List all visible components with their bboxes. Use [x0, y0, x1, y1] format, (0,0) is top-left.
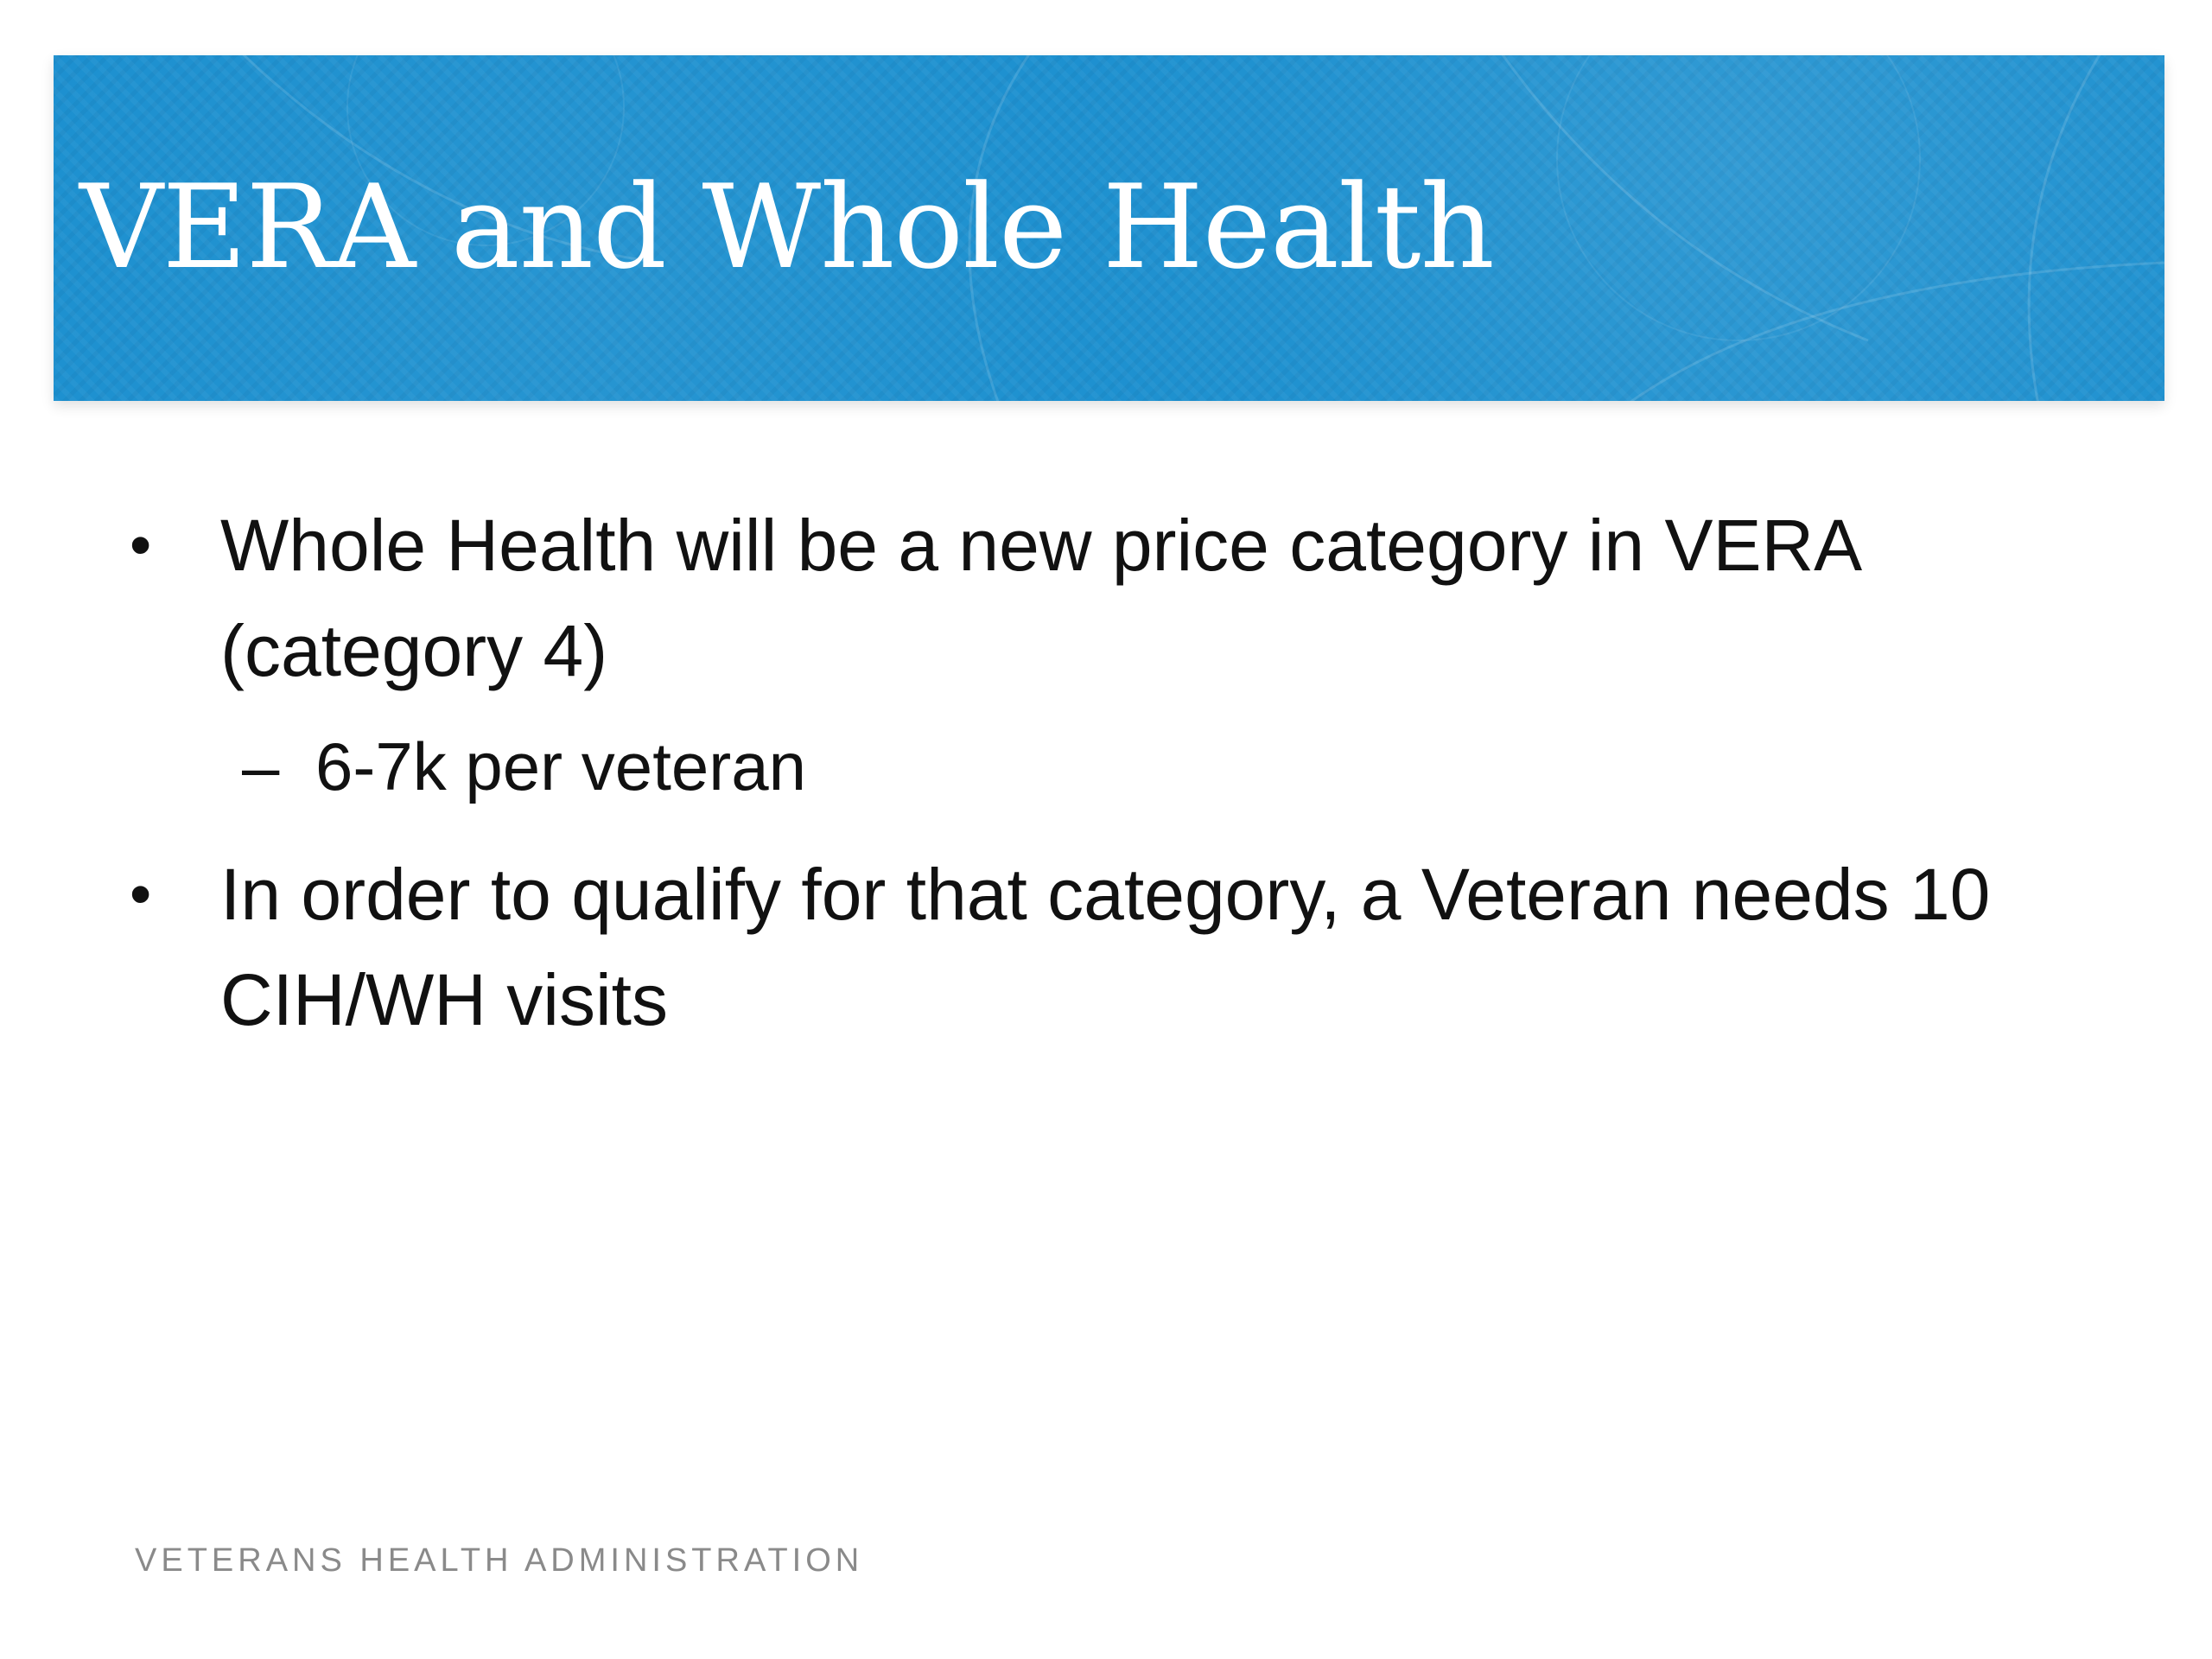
sub-bullet-text: 6-7k per veteran [315, 728, 806, 804]
bullet-item [130, 842, 2117, 1052]
footer-organization: VETERANS HEALTH ADMINISTRATION [135, 1542, 864, 1579]
sub-bullet-marker: – [242, 728, 280, 804]
bullet-text: Whole Health will be a new price category in VERA (category 4) [220, 505, 1859, 691]
bullet-marker: • [130, 860, 152, 929]
bullet-item [130, 493, 2117, 703]
slide-title: VERA and Whole Health [79, 160, 1494, 295]
slide-body [130, 493, 2117, 1052]
sub-bullet-item [130, 719, 2117, 814]
bullet-text: In order to qualify for that category, a Veteran needs 10 CIH/WH visits [220, 854, 1991, 1040]
bullet-marker: • [130, 511, 152, 580]
